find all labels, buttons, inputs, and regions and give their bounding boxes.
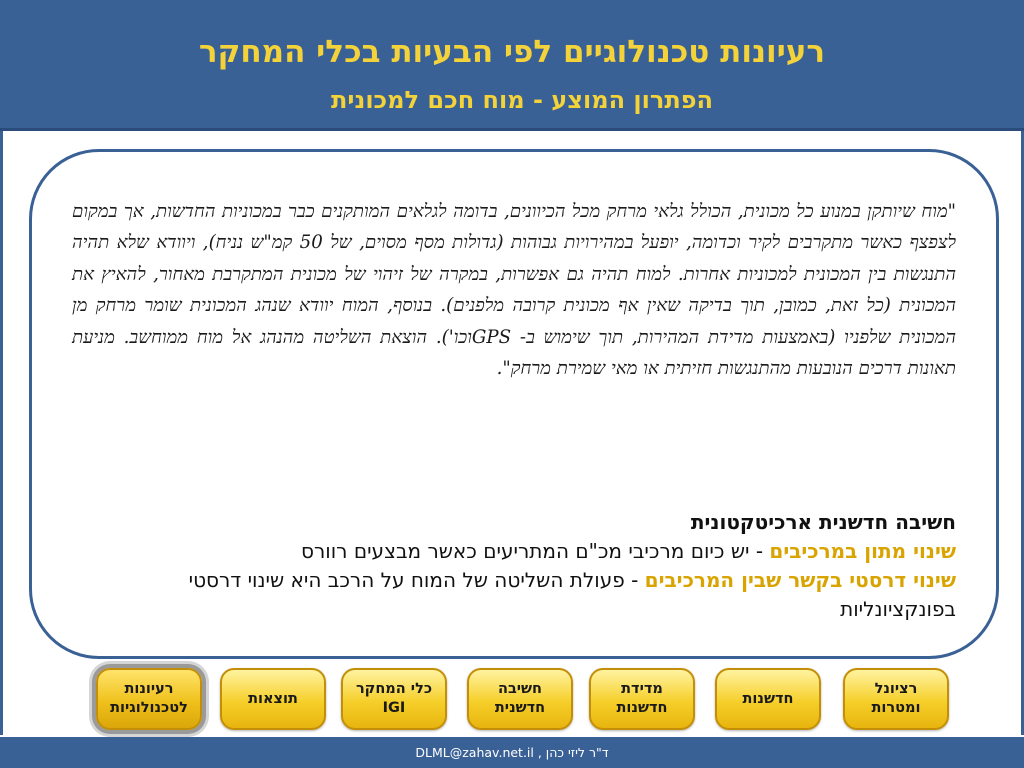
nav-button-ideas[interactable]: רעיונות לטכנולוגיות <box>96 668 202 730</box>
nav-button-rationale[interactable]: רציונל ומטרות <box>843 668 949 730</box>
slide-footer: ד"ר ליזי כהן , DLML@zahav.net.il <box>0 737 1024 768</box>
architecture-heading: חשיבה חדשנית ארכיטקטונית <box>690 510 956 534</box>
item-text-moderate: - יש כיום מרכיבי מכ"ם המתריעים כאשר מבצעים רוורס <box>301 539 770 563</box>
slide-header <box>0 0 1024 131</box>
item-highlight-drastic: שינוי דרסטי בקשר שבין המרכיבים <box>644 568 956 592</box>
quote-paragraph: "מוח שיותקן במנוע כל מכונית, הכולל גלאי מרחק מכל הכיוונים, בדומה לגלאים המותקנים כבר במכוניות החדשות, אך במקום לצפצף כאשר מתקרבים לקיר וכדומה, יופעל במהירויות גבוהות (גדולות מסף מסוים, של 50 קמ"ש נניח), ויוודא שלא תהיה התנגשות בין המכונית למכוניות אחרות. למוח תהיה גם אפשרות, במקרה של זיהוי של מכונית המתקרבת מאחור, להאיץ את המכונית (כל זאת, כמובן, תוך בדיקה שאין אף מכונית קרובה מלפנים). בנוסף, המוח יוודא שנהג המכונית שומר מרחק מן המכונית שלפניו (באמצעות מדידת המהירות, תוך שימוש ב- GPSוכו'). הוצאת השליטה מהנהג אל מוח ממוחשב. מניעת תאונות דרכים הנובעות מהתנגשות חזיתית או מאי שמירת מרחק". <box>72 201 956 380</box>
nav-button-innovative-thinking[interactable]: חשיבה חדשנית <box>467 668 573 730</box>
item-highlight-moderate: שינוי מתון במרכיבים <box>769 539 956 563</box>
nav-button-innovation[interactable]: חדשנות <box>715 668 821 730</box>
nav-button-measuring-innovation[interactable]: מדידת חדשנות <box>589 668 695 730</box>
architecture-item-drastic <box>72 566 956 624</box>
nav-button-results[interactable]: תוצאות <box>220 668 326 730</box>
nav-button-research-tools[interactable]: כלי המחקר IGI <box>341 668 447 730</box>
architecture-item-moderate <box>72 537 956 566</box>
item-text-drastic: - פעולת השליטה של המוח על הרכב היא שינוי דרסטי בפונקציונליות <box>188 568 956 621</box>
architecture-section <box>72 508 956 624</box>
slide-subtitle: הפתרון המוצע - מוח חכם למכונית <box>330 86 714 114</box>
slide-title: רעיונות טכנולוגיים לפי הבעיות בכלי המחקר <box>198 34 826 70</box>
navigation-bar <box>0 662 1024 734</box>
